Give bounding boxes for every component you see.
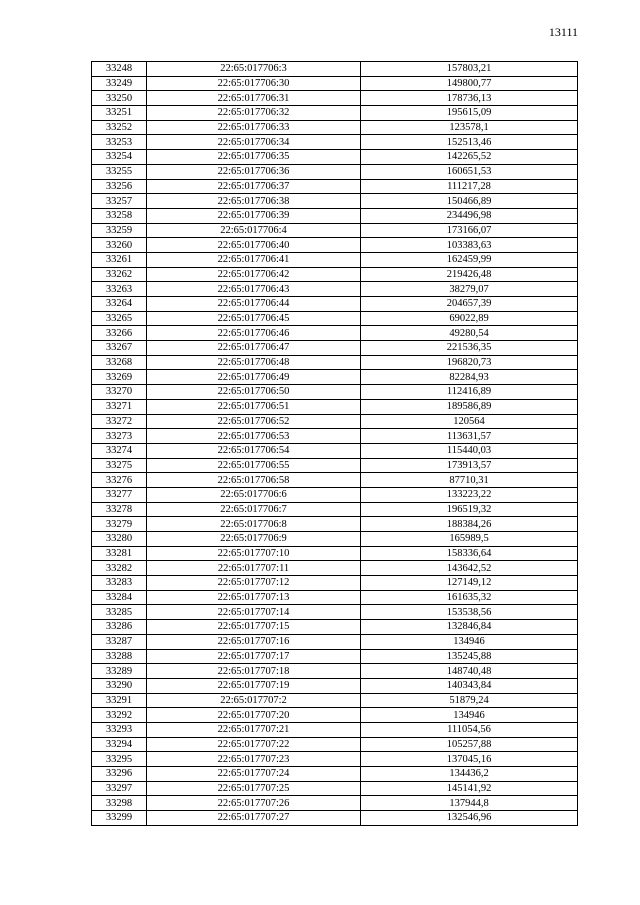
- table-row: [92, 179, 578, 194]
- table-row: [92, 781, 578, 796]
- cadastral-number-cell: 22:65:017707:23: [147, 752, 361, 767]
- cadastral-number-cell: 22:65:017706:45: [147, 311, 361, 326]
- table-row: [92, 76, 578, 91]
- cadastral-value-table: [91, 61, 578, 826]
- row-number-cell: 33249: [92, 76, 147, 91]
- cadastral-number-cell: 22:65:017706:30: [147, 76, 361, 91]
- cadastral-number-cell: 22:65:017707:11: [147, 561, 361, 576]
- cadastral-value-cell: 133223,22: [361, 487, 578, 502]
- cadastral-number-cell: 22:65:017706:8: [147, 517, 361, 532]
- row-number-cell: 33297: [92, 781, 147, 796]
- row-number-cell: 33295: [92, 752, 147, 767]
- table-row: [92, 576, 578, 591]
- cadastral-number-cell: 22:65:017706:34: [147, 135, 361, 150]
- cadastral-value-cell: 160651,53: [361, 164, 578, 179]
- cadastral-number-cell: 22:65:017706:41: [147, 252, 361, 267]
- row-number-cell: 33256: [92, 179, 147, 194]
- table-row: [92, 722, 578, 737]
- row-number-cell: 33251: [92, 106, 147, 121]
- cadastral-value-cell: 103383,63: [361, 238, 578, 253]
- cadastral-number-cell: 22:65:017706:54: [147, 443, 361, 458]
- cadastral-number-cell: 22:65:017706:53: [147, 429, 361, 444]
- row-number-cell: 33254: [92, 150, 147, 165]
- cadastral-value-cell: 51879,24: [361, 693, 578, 708]
- cadastral-value-cell: 38279,07: [361, 282, 578, 297]
- cadastral-number-cell: 22:65:017707:14: [147, 605, 361, 620]
- row-number-cell: 33274: [92, 443, 147, 458]
- row-number-cell: 33277: [92, 487, 147, 502]
- cadastral-value-cell: 143642,52: [361, 561, 578, 576]
- table-row: [92, 590, 578, 605]
- cadastral-value-cell: 82284,93: [361, 370, 578, 385]
- row-number-cell: 33287: [92, 634, 147, 649]
- row-number-cell: 33259: [92, 223, 147, 238]
- row-number-cell: 33276: [92, 473, 147, 488]
- row-number-cell: 33266: [92, 326, 147, 341]
- row-number-cell: 33257: [92, 194, 147, 209]
- row-number-cell: 33272: [92, 414, 147, 429]
- cadastral-number-cell: 22:65:017707:2: [147, 693, 361, 708]
- cadastral-number-cell: 22:65:017707:10: [147, 546, 361, 561]
- cadastral-value-cell: 113631,57: [361, 429, 578, 444]
- row-number-cell: 33283: [92, 576, 147, 591]
- cadastral-number-cell: 22:65:017707:25: [147, 781, 361, 796]
- row-number-cell: 33271: [92, 399, 147, 414]
- table-row: [92, 620, 578, 635]
- table-row: [92, 443, 578, 458]
- cadastral-number-cell: 22:65:017706:32: [147, 106, 361, 121]
- row-number-cell: 33252: [92, 120, 147, 135]
- cadastral-number-cell: 22:65:017707:13: [147, 590, 361, 605]
- cadastral-number-cell: 22:65:017707:27: [147, 811, 361, 826]
- row-number-cell: 33282: [92, 561, 147, 576]
- table-row: [92, 664, 578, 679]
- table-row: [92, 605, 578, 620]
- table-row: [92, 91, 578, 106]
- cadastral-number-cell: 22:65:017706:9: [147, 532, 361, 547]
- row-number-cell: 33265: [92, 311, 147, 326]
- table-row: [92, 194, 578, 209]
- cadastral-value-cell: 158336,64: [361, 546, 578, 561]
- row-number-cell: 33284: [92, 590, 147, 605]
- row-number-cell: 33248: [92, 62, 147, 77]
- cadastral-value-cell: 161635,32: [361, 590, 578, 605]
- table-body: [92, 62, 578, 826]
- cadastral-number-cell: 22:65:017706:33: [147, 120, 361, 135]
- cadastral-number-cell: 22:65:017706:49: [147, 370, 361, 385]
- cadastral-number-cell: 22:65:017706:52: [147, 414, 361, 429]
- row-number-cell: 33298: [92, 796, 147, 811]
- cadastral-number-cell: 22:65:017706:42: [147, 267, 361, 282]
- row-number-cell: 33269: [92, 370, 147, 385]
- table-row: [92, 238, 578, 253]
- row-number-cell: 33280: [92, 532, 147, 547]
- row-number-cell: 33270: [92, 385, 147, 400]
- row-number-cell: 33273: [92, 429, 147, 444]
- row-number-cell: 33290: [92, 678, 147, 693]
- row-number-cell: 33288: [92, 649, 147, 664]
- table-row: [92, 502, 578, 517]
- table-row: [92, 532, 578, 547]
- table-row: [92, 223, 578, 238]
- cadastral-number-cell: 22:65:017706:31: [147, 91, 361, 106]
- row-number-cell: 33296: [92, 767, 147, 782]
- cadastral-value-cell: 188384,26: [361, 517, 578, 532]
- table-row: [92, 414, 578, 429]
- table-row: [92, 208, 578, 223]
- cadastral-value-cell: 162459,99: [361, 252, 578, 267]
- cadastral-number-cell: 22:65:017707:17: [147, 649, 361, 664]
- table-row: [92, 678, 578, 693]
- table-row: [92, 120, 578, 135]
- cadastral-number-cell: 22:65:017706:38: [147, 194, 361, 209]
- table-row: [92, 546, 578, 561]
- row-number-cell: 33253: [92, 135, 147, 150]
- table-row: [92, 311, 578, 326]
- cadastral-number-cell: 22:65:017707:16: [147, 634, 361, 649]
- cadastral-number-cell: 22:65:017706:55: [147, 458, 361, 473]
- cadastral-value-cell: 221536,35: [361, 341, 578, 356]
- table-row: [92, 708, 578, 723]
- cadastral-value-cell: 111054,56: [361, 722, 578, 737]
- table-row: [92, 267, 578, 282]
- cadastral-number-cell: 22:65:017707:24: [147, 767, 361, 782]
- cadastral-value-cell: 142265,52: [361, 150, 578, 165]
- cadastral-value-cell: 134946: [361, 634, 578, 649]
- cadastral-number-cell: 22:65:017707:19: [147, 678, 361, 693]
- cadastral-number-cell: 22:65:017706:40: [147, 238, 361, 253]
- cadastral-value-cell: 132546,96: [361, 811, 578, 826]
- cadastral-value-cell: 165989,5: [361, 532, 578, 547]
- cadastral-value-cell: 195615,09: [361, 106, 578, 121]
- row-number-cell: 33268: [92, 355, 147, 370]
- cadastral-value-cell: 105257,88: [361, 737, 578, 752]
- row-number-cell: 33278: [92, 502, 147, 517]
- cadastral-value-cell: 189586,89: [361, 399, 578, 414]
- table-row: [92, 634, 578, 649]
- cadastral-number-cell: 22:65:017706:7: [147, 502, 361, 517]
- cadastral-number-cell: 22:65:017706:3: [147, 62, 361, 77]
- row-number-cell: 33299: [92, 811, 147, 826]
- cadastral-value-cell: 49280,54: [361, 326, 578, 341]
- row-number-cell: 33261: [92, 252, 147, 267]
- row-number-cell: 33250: [92, 91, 147, 106]
- table-row: [92, 252, 578, 267]
- cadastral-value-cell: 134436,2: [361, 767, 578, 782]
- cadastral-number-cell: 22:65:017706:47: [147, 341, 361, 356]
- row-number-cell: 33281: [92, 546, 147, 561]
- row-number-cell: 33267: [92, 341, 147, 356]
- cadastral-number-cell: 22:65:017707:20: [147, 708, 361, 723]
- cadastral-value-cell: 204657,39: [361, 297, 578, 312]
- cadastral-number-cell: 22:65:017707:15: [147, 620, 361, 635]
- table-row: [92, 458, 578, 473]
- cadastral-value-cell: 148740,48: [361, 664, 578, 679]
- row-number-cell: 33255: [92, 164, 147, 179]
- cadastral-value-cell: 234496,98: [361, 208, 578, 223]
- cadastral-value-cell: 87710,31: [361, 473, 578, 488]
- row-number-cell: 33263: [92, 282, 147, 297]
- cadastral-number-cell: 22:65:017706:43: [147, 282, 361, 297]
- row-number-cell: 33289: [92, 664, 147, 679]
- cadastral-number-cell: 22:65:017706:39: [147, 208, 361, 223]
- row-number-cell: 33258: [92, 208, 147, 223]
- cadastral-number-cell: 22:65:017707:26: [147, 796, 361, 811]
- cadastral-value-cell: 150466,89: [361, 194, 578, 209]
- row-number-cell: 33279: [92, 517, 147, 532]
- cadastral-value-cell: 137944,8: [361, 796, 578, 811]
- cadastral-value-cell: 219426,48: [361, 267, 578, 282]
- cadastral-value-cell: 152513,46: [361, 135, 578, 150]
- row-number-cell: 33285: [92, 605, 147, 620]
- cadastral-value-cell: 115440,03: [361, 443, 578, 458]
- table-row: [92, 150, 578, 165]
- row-number-cell: 33291: [92, 693, 147, 708]
- table-row: [92, 811, 578, 826]
- cadastral-number-cell: 22:65:017707:12: [147, 576, 361, 591]
- table-row: [92, 164, 578, 179]
- cadastral-value-cell: 135245,88: [361, 649, 578, 664]
- table-row: [92, 341, 578, 356]
- cadastral-number-cell: 22:65:017706:4: [147, 223, 361, 238]
- row-number-cell: 33262: [92, 267, 147, 282]
- row-number-cell: 33275: [92, 458, 147, 473]
- row-number-cell: 33292: [92, 708, 147, 723]
- table-row: [92, 767, 578, 782]
- cadastral-number-cell: 22:65:017706:58: [147, 473, 361, 488]
- cadastral-number-cell: 22:65:017707:22: [147, 737, 361, 752]
- cadastral-number-cell: 22:65:017706:48: [147, 355, 361, 370]
- table-row: [92, 385, 578, 400]
- cadastral-value-cell: 196820,73: [361, 355, 578, 370]
- cadastral-number-cell: 22:65:017706:6: [147, 487, 361, 502]
- table-row: [92, 106, 578, 121]
- table-row: [92, 737, 578, 752]
- table-row: [92, 693, 578, 708]
- cadastral-value-cell: 173913,57: [361, 458, 578, 473]
- cadastral-value-cell: 132846,84: [361, 620, 578, 635]
- row-number-cell: 33264: [92, 297, 147, 312]
- cadastral-value-cell: 157803,21: [361, 62, 578, 77]
- table-row: [92, 517, 578, 532]
- table-row: [92, 796, 578, 811]
- table-row: [92, 561, 578, 576]
- cadastral-value-cell: 127149,12: [361, 576, 578, 591]
- row-number-cell: 33286: [92, 620, 147, 635]
- cadastral-number-cell: 22:65:017706:51: [147, 399, 361, 414]
- cadastral-value-cell: 196519,32: [361, 502, 578, 517]
- cadastral-number-cell: 22:65:017706:35: [147, 150, 361, 165]
- cadastral-value-cell: 173166,07: [361, 223, 578, 238]
- table-row: [92, 355, 578, 370]
- row-number-cell: 33293: [92, 722, 147, 737]
- cadastral-number-cell: 22:65:017706:50: [147, 385, 361, 400]
- cadastral-number-cell: 22:65:017707:21: [147, 722, 361, 737]
- table-row: [92, 370, 578, 385]
- cadastral-value-cell: 153538,56: [361, 605, 578, 620]
- cadastral-value-cell: 149800,77: [361, 76, 578, 91]
- cadastral-value-cell: 123578,1: [361, 120, 578, 135]
- table-row: [92, 429, 578, 444]
- cadastral-value-cell: 140343,84: [361, 678, 578, 693]
- table-row: [92, 297, 578, 312]
- page-number: 13111: [548, 25, 578, 39]
- cadastral-value-cell: 111217,28: [361, 179, 578, 194]
- row-number-cell: 33260: [92, 238, 147, 253]
- table-row: [92, 282, 578, 297]
- cadastral-value-cell: 145141,92: [361, 781, 578, 796]
- cadastral-value-cell: 69022,89: [361, 311, 578, 326]
- table-row: [92, 487, 578, 502]
- cadastral-number-cell: 22:65:017706:36: [147, 164, 361, 179]
- cadastral-value-cell: 134946: [361, 708, 578, 723]
- table-row: [92, 135, 578, 150]
- table-row: [92, 473, 578, 488]
- cadastral-value-cell: 137045,16: [361, 752, 578, 767]
- cadastral-value-cell: 178736,13: [361, 91, 578, 106]
- table-row: [92, 752, 578, 767]
- table-row: [92, 62, 578, 77]
- table-row: [92, 326, 578, 341]
- cadastral-value-cell: 112416,89: [361, 385, 578, 400]
- row-number-cell: 33294: [92, 737, 147, 752]
- table-row: [92, 399, 578, 414]
- table-row: [92, 649, 578, 664]
- cadastral-value-cell: 120564: [361, 414, 578, 429]
- cadastral-number-cell: 22:65:017706:37: [147, 179, 361, 194]
- cadastral-number-cell: 22:65:017706:46: [147, 326, 361, 341]
- cadastral-number-cell: 22:65:017707:18: [147, 664, 361, 679]
- cadastral-number-cell: 22:65:017706:44: [147, 297, 361, 312]
